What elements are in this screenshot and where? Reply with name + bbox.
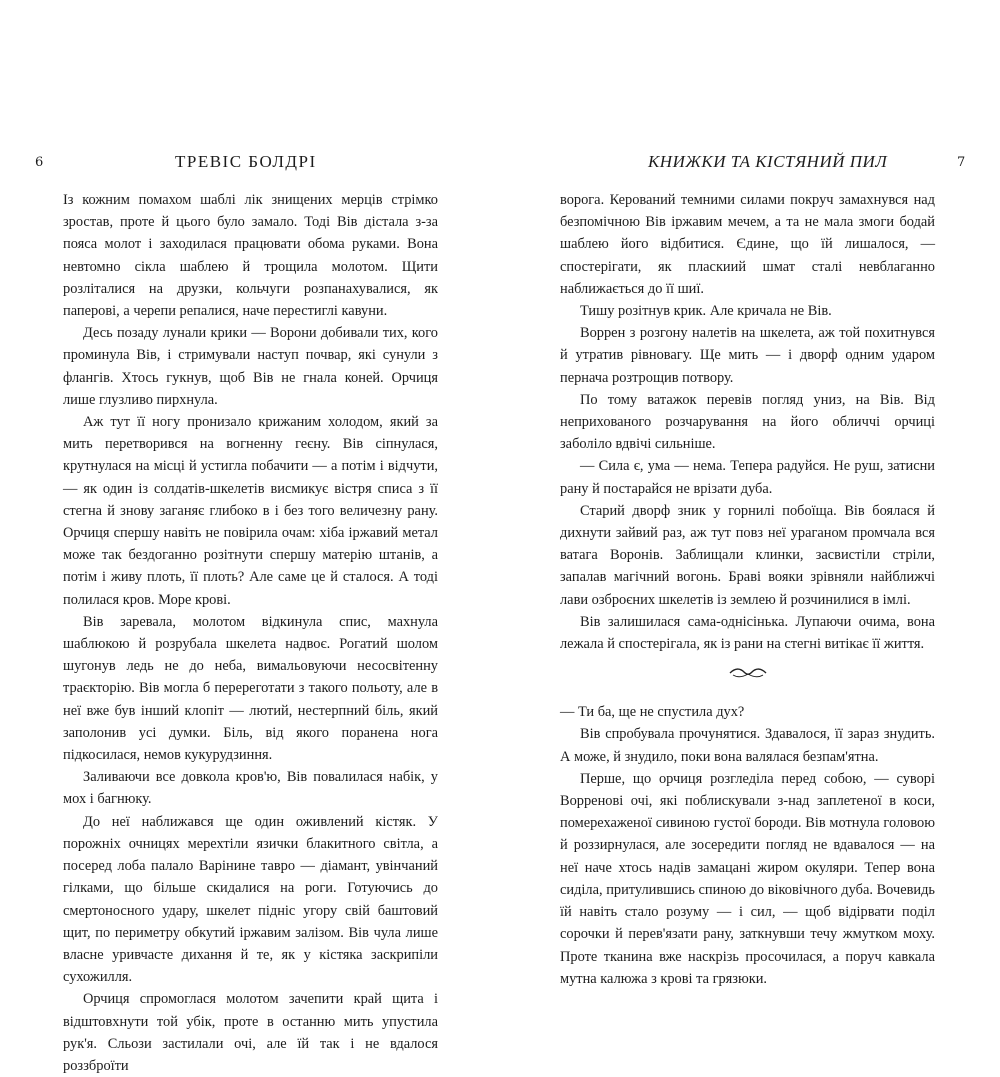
paragraph: — Сила є, ума — нема. Тепера радуйся. Не руш, затисни рану й постарайся не врізати дуба. — [560, 458, 935, 497]
running-head-title: КНИЖКИ ТА КІСТЯНИЙ ПИЛ — [648, 152, 888, 171]
paragraph: Орчиця спромоглася молотом зачепити край щита і відштовхнути той убік, проте в останню мить упустила рук'я. Сльози застилали очі, але їй так і не вдалося роззброїти — [63, 991, 438, 1074]
section-break-ornament-icon — [729, 667, 767, 679]
paragraph: Вів заревала, молотом відкинула спис, махнула шаблюкою й розрубала шкелета надвоє. Рогатий шолом шугонув ледь не до неба, вимальовуючи несосвітенну траєкторію. Вів могла б перереготати з такого польоту, але в неї вже був інший клопіт — лютий, нестерпний біль, який заполонив усі думки. Біль, від якого поранена нога підкосилася, немов кукурудзиння. — [63, 613, 438, 764]
paragraph: Перше, що орчиця розгледіла перед собою, — суворі Ворренові очі, які поблискували з-над заплетеної в коси, померехаженої сивиною густої бороди. Вів мотнула головою й роззирнулася, але зосередити погляд не вдавалося — на неї наче хтось надів замацані жиром окуляри. Тепер вона сиділа, притулившись спиною до віковічного дуба. Вочевидь їй навіть стало розуму — і сил, — щоб відірвати поділ сорочки й перев'язати рану, заткнувши течу жмутком моху. Проте тканина вже наскрізь просочилася, а поруч кавкала мутна калюжа з крові та грязюки. — [560, 770, 935, 987]
right-page-header — [500, 152, 1000, 176]
paragraph: По тому ватажок перевів погляд униз, на Вів. Від неприхованого розчарування на його обличчі орчиці заболіло вдвічі сильніше. — [560, 391, 935, 453]
right-page-body — [560, 189, 935, 990]
paragraph: Старий дворф зник у горнилі побоїща. Вів боялася й дихнути зайвий раз, аж тут повз неї ураганом промчала вся ватага Воронів. Заблищали клинки, засвистіли стріли, запалав магічний вогонь. Браві вояки зрівняли найближчі лави озброєних шкелетів із землею й розчинилися в імлі. — [560, 502, 935, 608]
left-page-header — [0, 152, 500, 176]
paragraph: ворога. Керований темними силами покруч замахнувся над безпомічною Вів іржавим мечем, а та не мала змоги бодай шаблею його відбитися. Єдине, що їй лишалося, — спостерігати, як пласкиий шмат сталі невблаганно наближається до її шиї. — [560, 192, 935, 297]
paragraph: До неї наближався ще один оживлений кістяк. У порожніх очницях мерехтіли язички блакитного світла, а посеред лоба палало Варінине тавро — діамант, увінчаний гілками, що більше скидалися на роги. Готуючись до смертоносного удару, шкелет підніс угору свій баштовий щит, по периметру обкутий іржавим залізом. Вів чула лише власне уривчасте дихання й те, як у кістяка заскрипіли сухожилля. — [63, 813, 438, 986]
right-page — [500, 0, 1000, 1000]
left-page — [0, 0, 500, 1074]
paragraph: Із кожним помахом шаблі лік знищених мерців стрімко зростав, проте й цього було замало. Тоді Вів дістала з-за пояса молот і заходилася працювати обома руками. Вона невтомно сікла шаблею й трощила молотом. Щити розліталися на друзки, кольчуги розпанахувалися, як паперові, а черепи репалися, наче перестиглі кавуни. — [63, 192, 438, 320]
section-break — [560, 655, 935, 701]
paragraph: Аж тут її ногу пронизало крижаним холодом, який за мить перетворився на вогненну геєну. Вів сіпнулася, крутнулася на місці й устигла побачити — а потім і відчути, — як один із солдатів-шкелетів висмикує вістря списа з її стегна й знову заганяє глибоко в і без того величезну рану. Орчиця спершу навіть не повірила очам: хіба іржавий метал може так бездоганно розітнути спершу матерію штанів, а потім і живу плоть, її плоть? Але саме це й сталося. А тоді полилася кров. Море крові. — [63, 414, 438, 608]
paragraph: Заливаючи все довкола кров'ю, Вів повалилася набік, у мох і багнюку. — [63, 769, 438, 808]
page-number-left: 6 — [35, 155, 44, 170]
paragraph: Воррен з розгону налетів на шкелета, аж той похитнувся й утратив рівновагу. Ще мить — і дворф одним ударом пернача розтрощив потвору. — [560, 325, 935, 386]
page-number-right: 7 — [957, 155, 966, 170]
left-page-body — [63, 189, 438, 1077]
paragraph: Вів залишилася сама-однісінька. Лупаючи очима, вона лежала й спостерігала, як із рани на стегні витікає її життя. — [560, 613, 935, 653]
paragraph: Десь позаду лунали крики — Ворони добивали тих, кого проминула Вів, і стримували наступ почвар, які сунули з флангів. Хтось гукнув, щоб Вів не гнала коней. Орчиця лише глузливо пирхнула. — [63, 325, 438, 408]
paragraph: Вів спробувала прочунятися. Здавалося, її зараз знудить. А може, й знудило, поки вона валялася безпам'ятна. — [560, 726, 935, 765]
paragraph: Тишу розітнув крик. Але кричала не Вів. — [580, 303, 832, 320]
paragraph: — Ти ба, ще не спустила дух? — [560, 704, 745, 721]
running-head-author: ТРЕВІС БОЛДРІ — [175, 152, 317, 171]
